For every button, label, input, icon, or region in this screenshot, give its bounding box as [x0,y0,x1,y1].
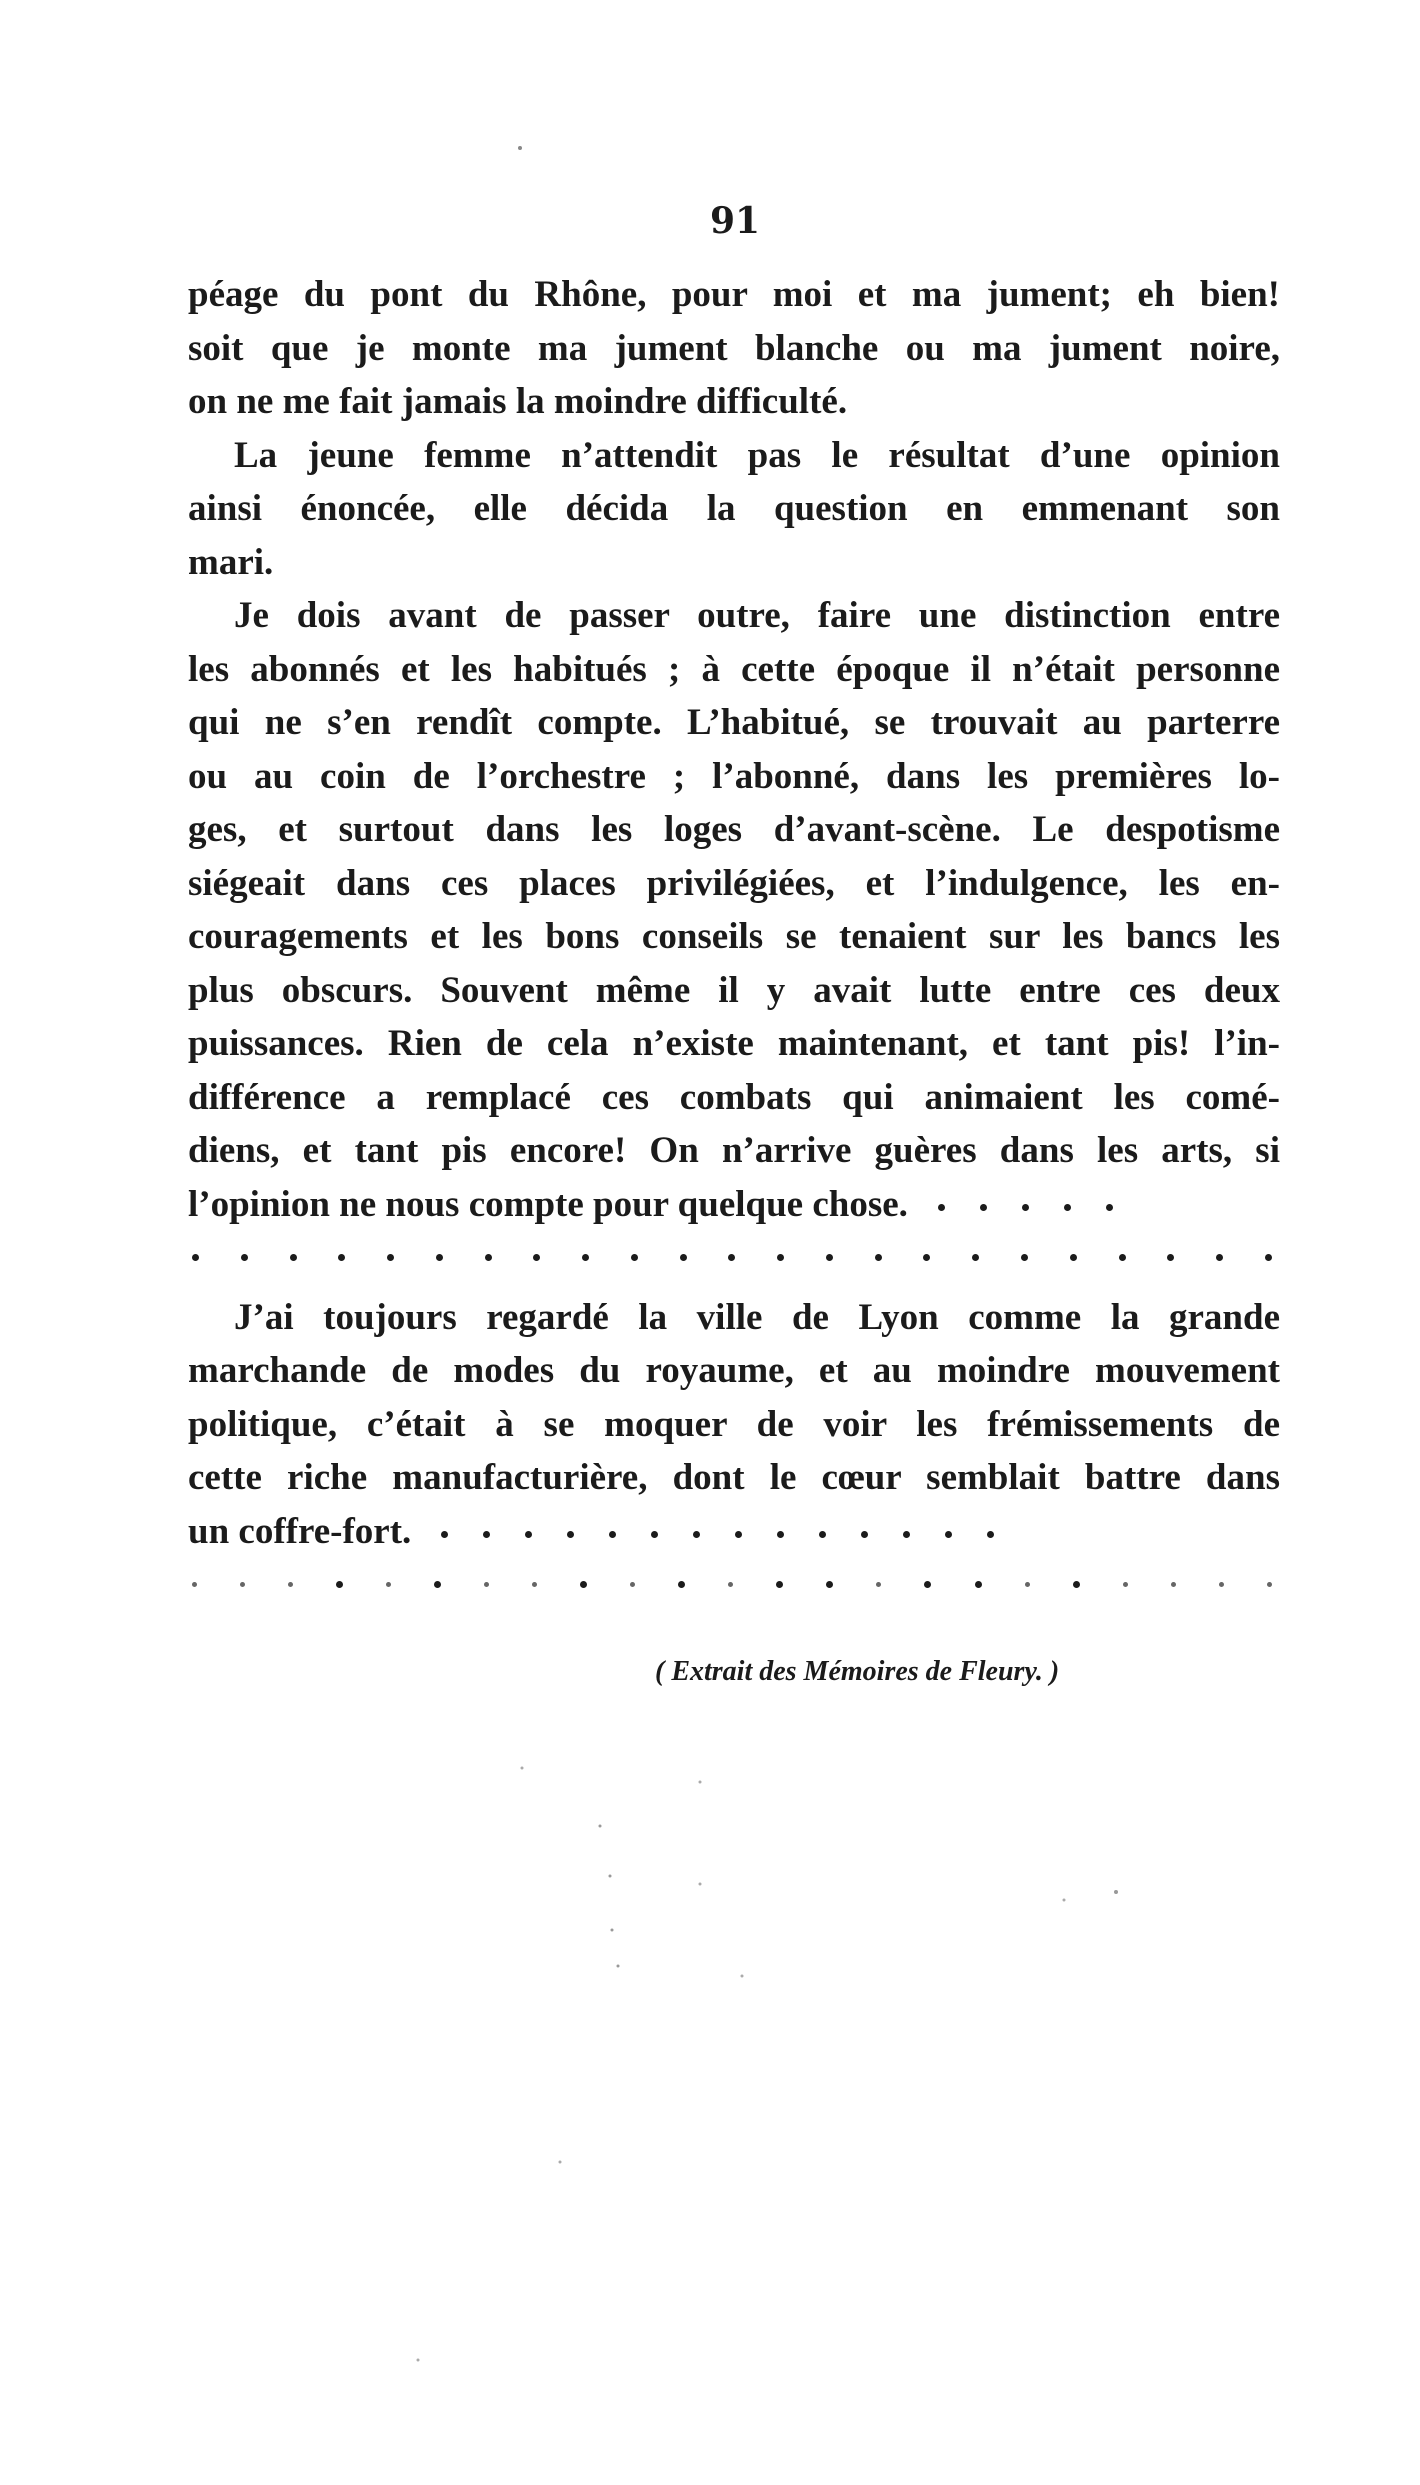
text-line: marchande de modes du royaume, et au moindre mouvement [188,1350,1280,1391]
dotted-separator [188,1231,1280,1285]
text-line: soit que je monte ma jument blanche ou ma jument noire, [188,327,1280,369]
text-line-with-ellipsis [188,1178,1280,1232]
text-line: mari. [188,541,274,583]
text-line: ges, et surtout dans les loges d’avant-scène. Le despotisme [188,809,1280,850]
text-line: ou au coin de l’orchestre ; l’abonné, dans les premières lo- [188,755,1280,797]
text-line: couragements et les bons conseils se tenaient sur les bancs les [188,916,1280,957]
text-line: puissances. Rien de cela n’existe maintenant, et tant pis! l’in- [188,1023,1280,1064]
text-line: péage du pont du Rhône, pour moi et ma jument; eh bien! [188,274,1280,315]
text-line: on ne me fait jamais la moindre difficulté. [188,381,848,422]
ellipsis-dots [938,1204,1113,1211]
text-line: diens, et tant pis encore! On n’arrive guères dans les arts, si [188,1130,1280,1171]
text-line: différence a remplacé ces combats qui animaient les comé- [188,1076,1280,1118]
text-line: Je dois avant de passer outre, faire une distinction entre [234,595,1280,636]
text-line: plus obscurs. Souvent même il y avait lutte entre ces deux [188,969,1280,1011]
dotted-separator [188,1558,1280,1612]
ellipsis-dots [441,1531,994,1538]
text-line: un coffre-fort. [188,1510,412,1552]
body-text [188,268,1280,1612]
text-line: ainsi énoncée, elle décida la question en emmenant son [188,488,1280,529]
text-line: siégeait dans ces places privilégiées, et l’indulgence, les en- [188,862,1280,904]
source-citation: ( Extrait des Mémoires de Fleury. ) [655,1656,1060,1687]
text-line: J’ai toujours regardé la ville de Lyon comme la grande [234,1296,1280,1338]
text-line: politique, c’était à se moquer de voir les frémissements de [188,1403,1280,1445]
text-line: qui ne s’en rendît compte. L’habitué, se trouvait au parterre [188,702,1280,743]
text-line-with-ellipsis [188,1505,1280,1559]
text-line: cette riche manufacturière, dont le cœur semblait battre dans [188,1457,1280,1498]
text-line: l’opinion ne nous compte pour quelque chose. [188,1183,908,1225]
text-line: les abonnés et les habitués ; à cette époque il n’était personne [188,648,1280,690]
page-number: 91 [709,200,761,242]
text-line: La jeune femme n’attendit pas le résultat d’une opinion [234,434,1280,476]
